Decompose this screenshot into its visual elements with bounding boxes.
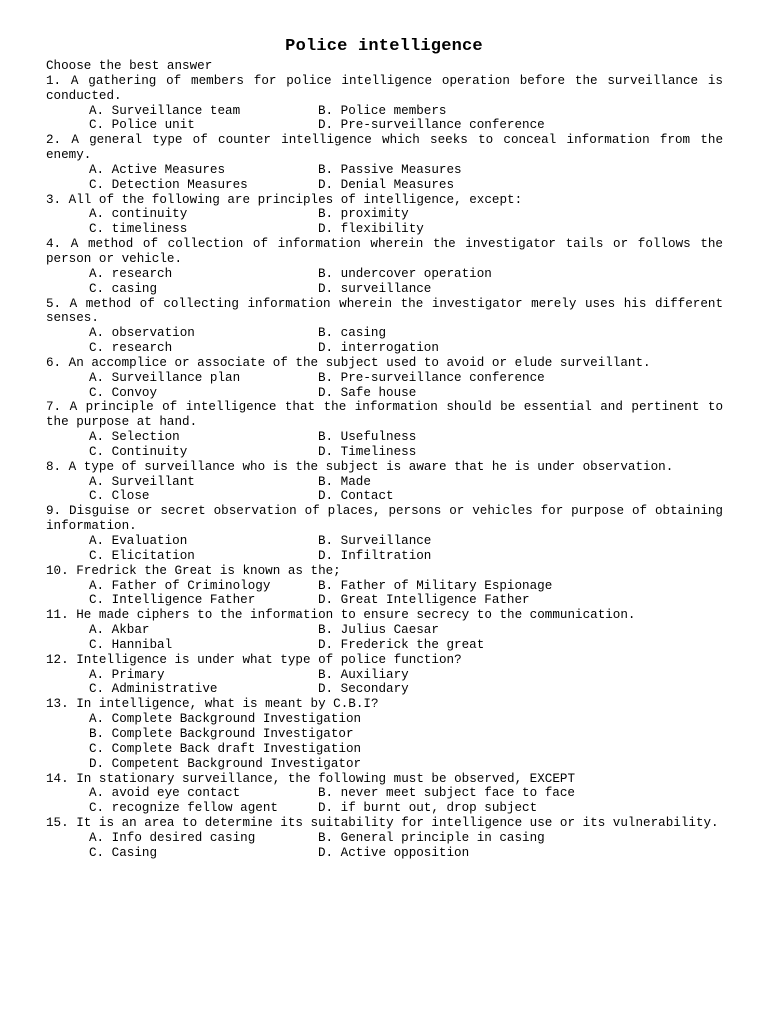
option-row — [46, 326, 723, 341]
answer-option: B. Surveillance — [318, 534, 432, 548]
question-item — [46, 133, 723, 192]
question-item — [46, 74, 723, 133]
answer-option: A. Akbar — [89, 623, 150, 638]
option-row — [46, 801, 723, 816]
question-item — [46, 193, 723, 238]
answer-option: A. observation — [89, 326, 195, 341]
document-title: Police intelligence — [285, 37, 483, 56]
answer-option: A. Info desired casing — [89, 830, 256, 845]
answer-option: D. Denial Measures — [318, 177, 455, 192]
answer-option: C. Casing — [89, 845, 158, 860]
answer-option: B. Complete Background Investigator — [89, 726, 354, 741]
option-row — [46, 475, 723, 490]
answer-option: C. Elicitation — [89, 548, 195, 563]
option-row — [46, 118, 723, 133]
question-item — [46, 816, 723, 861]
question-stem: 4. A method of collection of information wherein the investigator tails or follows the person or vehicle. — [46, 237, 723, 266]
option-row — [46, 207, 723, 222]
answer-option: D. Safe house — [318, 385, 417, 400]
answer-option: D. Timeliness — [318, 444, 417, 459]
answer-option: B. Julius Caesar — [318, 623, 439, 638]
instructions: Choose the best answer — [46, 59, 213, 73]
answer-option: C. Close — [89, 489, 150, 504]
question-item — [46, 697, 723, 771]
answer-option: B. Pre-surveillance conference — [318, 370, 545, 385]
answer-option: A. Active Measures — [89, 162, 226, 177]
question-stem: 13. In intelligence, what is meant by C.B.I? — [46, 697, 379, 712]
answer-option: B. undercover operation — [318, 266, 492, 281]
option-row — [46, 178, 723, 193]
question-item — [46, 504, 723, 563]
answer-option: C. Continuity — [89, 444, 188, 459]
question-item — [46, 237, 723, 296]
question-stem: 1. A gathering of members for police intelligence operation before the surveillance is conducted. — [46, 73, 723, 103]
answer-option: D. Infiltration — [318, 548, 432, 563]
answer-option: D. Great Intelligence Father — [318, 593, 530, 608]
question-stem: 12. Intelligence is under what type of police function? — [46, 652, 462, 667]
answer-option: D. Contact — [318, 489, 394, 504]
option-row — [46, 445, 723, 460]
question-stem: 2. A general type of counter intelligence which seeks to conceal information from the enemy. — [46, 133, 723, 163]
answer-option: C. Detection Measures — [89, 177, 248, 192]
option-row — [46, 593, 723, 608]
answer-option: D. Active opposition — [318, 845, 470, 860]
answer-option: A. Father of Criminology — [89, 578, 271, 593]
answer-option: B. Usefulness — [318, 430, 417, 445]
option-row — [46, 638, 723, 653]
answer-option: B. Auxiliary — [318, 667, 409, 682]
option-row — [46, 386, 723, 401]
option-row — [46, 489, 723, 504]
question-stem: 11. He made ciphers to the information to ensure secrecy to the communication. — [46, 608, 636, 623]
answer-option: D. Secondary — [318, 682, 409, 697]
question-item — [46, 564, 723, 609]
answer-option: C. Convoy — [89, 385, 158, 400]
question-stem: 3. All of the following are principles of intelligence, except: — [46, 192, 523, 207]
option-row — [46, 282, 723, 297]
question-list — [46, 59, 723, 861]
answer-option: C. recognize fellow agent — [89, 801, 278, 816]
answer-option: C. research — [89, 341, 173, 356]
option-row — [46, 430, 723, 445]
option-row — [46, 222, 723, 237]
option-row — [46, 549, 723, 564]
answer-option: A. continuity — [89, 207, 188, 222]
option-row — [46, 623, 723, 638]
answer-option: B. casing — [318, 326, 387, 341]
answer-option: C. casing — [89, 281, 158, 296]
question-stem: 5. A method of collecting information wherein the investigator merely uses his different senses. — [46, 296, 723, 326]
question-stem: 8. A type of surveillance who is the subject is aware that he is under observation. — [46, 459, 674, 474]
question-item — [46, 608, 723, 653]
question-stem: 9. Disguise or secret observation of places, persons or vehicles for purpose of obtaining information. — [46, 504, 723, 534]
answer-option: D. Frederick the great — [318, 637, 485, 652]
answer-option: A. research — [89, 266, 173, 281]
answer-option: B. Made — [318, 474, 371, 489]
answer-option: C. Intelligence Father — [89, 593, 256, 608]
answer-option: B. Father of Military Espionage — [318, 578, 553, 593]
option-row — [46, 682, 723, 697]
answer-option: B. proximity — [318, 207, 409, 222]
option-row — [46, 534, 723, 549]
answer-option: D. Competent Background Investigator — [89, 756, 362, 771]
answer-option: B. General principle in casing — [318, 830, 545, 845]
answer-option: A. Surveillant — [89, 474, 195, 489]
option-row — [46, 104, 723, 119]
answer-option: C. Administrative — [89, 682, 218, 697]
option-row — [46, 267, 723, 282]
answer-option: B. Police members — [318, 103, 447, 118]
question-item — [46, 297, 723, 356]
question-item — [46, 772, 723, 817]
answer-option: C. Hannibal — [89, 637, 173, 652]
option-row — [46, 579, 723, 594]
answer-option: D. surveillance — [318, 281, 432, 296]
answer-option: C. Police unit — [89, 118, 195, 133]
question-item — [46, 460, 723, 505]
option-row — [46, 831, 723, 846]
question-item — [46, 400, 723, 459]
answer-option: D. interrogation — [318, 341, 439, 356]
question-stem: 10. Fredrick the Great is known as the; — [46, 563, 341, 578]
answer-option: B. Passive Measures — [318, 162, 462, 177]
question-item — [46, 356, 723, 401]
option-row — [46, 786, 723, 801]
answer-option: D. Pre-surveillance conference — [318, 118, 545, 133]
answer-option: A. Surveillance plan — [89, 370, 241, 385]
answer-option: B. never meet subject face to face — [318, 786, 575, 801]
answer-option: D. flexibility — [318, 222, 424, 237]
answer-option: A. Complete Background Investigation — [89, 712, 362, 727]
answer-option: C. timeliness — [89, 222, 188, 237]
answer-option: A. Selection — [89, 430, 180, 445]
option-row — [46, 371, 723, 386]
question-item — [46, 653, 723, 698]
answer-option: C. Complete Back draft Investigation — [89, 741, 362, 756]
option-row — [46, 163, 723, 178]
question-stem: 6. An accomplice or associate of the subject used to avoid or elude surveillant. — [46, 355, 651, 370]
question-stem: 15. It is an area to determine its suitability for intelligence use or its vulnerability. — [46, 816, 719, 831]
answer-option: A. avoid eye contact — [89, 786, 241, 801]
answer-option: A. Primary — [89, 667, 165, 682]
option-row — [46, 846, 723, 861]
option-row — [46, 341, 723, 356]
question-stem: 7. A principle of intelligence that the information should be essential and pertinent to the purpose at hand. — [46, 400, 723, 430]
answer-option: A. Surveillance team — [89, 103, 241, 118]
answer-option: D. if burnt out, drop subject — [318, 801, 538, 816]
option-row — [46, 668, 723, 683]
question-stem: 14. In stationary surveillance, the following must be observed, EXCEPT — [46, 771, 576, 786]
answer-option: A. Evaluation — [89, 534, 188, 548]
